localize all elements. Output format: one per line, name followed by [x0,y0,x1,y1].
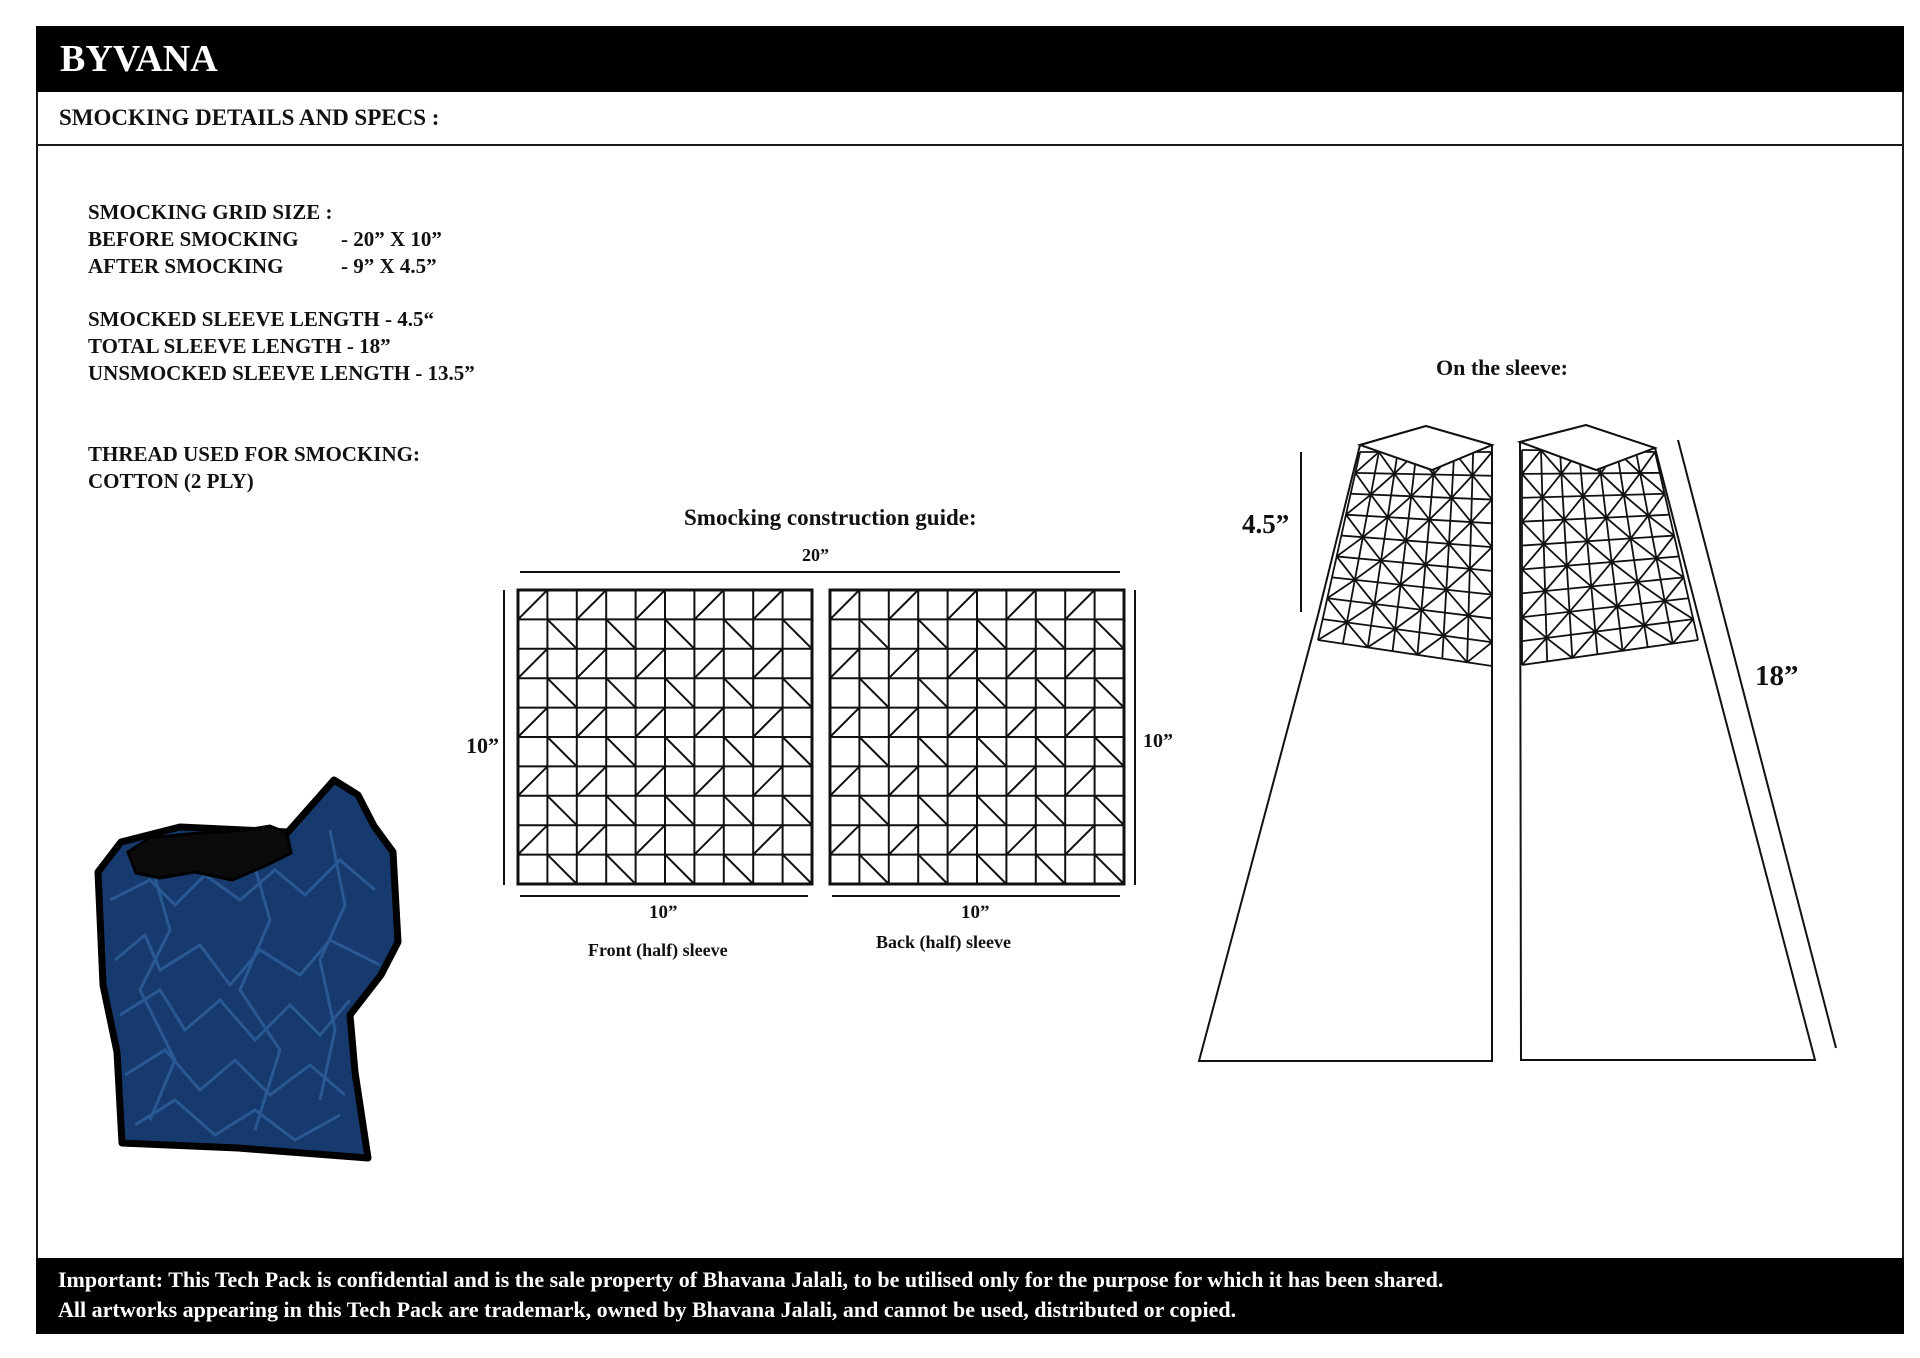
sleeve-title: On the sleeve: [1436,355,1568,380]
back-sleeve-label: Back (half) sleeve [876,932,1011,952]
guide-title: Smocking construction guide: [684,505,977,530]
after-smocking-label: AFTER SMOCKING [88,254,284,278]
guide-height-left: 10” [466,733,499,758]
guide-total-width: 20” [802,545,829,565]
confidentiality-footer [36,1258,1904,1334]
thread-value: COTTON (2 PLY) [88,469,254,493]
smocked-length-label: 4.5” [1242,509,1290,539]
before-smocking-label: BEFORE SMOCKING [88,227,299,251]
back-width-label: 10” [961,902,990,923]
footer-line-2: All artworks appearing in this Tech Pack are trademark, owned by Bhavana Jalali, and cannot be used, distributed or copied. [58,1297,1237,1322]
guide-height-right: 10” [1143,730,1173,752]
smocked-sleeve-length: SMOCKED SLEEVE LENGTH - 4.5“ [88,307,434,331]
unsmocked-sleeve-length: UNSMOCKED SLEEVE LENGTH - 13.5” [88,361,475,385]
before-smocking-value: - 20” X 10” [341,227,442,251]
brand-name: BYVANA [60,38,218,80]
total-sleeve-length: TOTAL SLEEVE LENGTH - 18” [88,334,391,358]
grid-size-heading: SMOCKING GRID SIZE : [88,200,333,224]
section-title: SMOCKING DETAILS AND SPECS : [59,105,440,130]
after-smocking-value: - 9” X 4.5” [341,254,437,278]
front-sleeve-label: Front (half) sleeve [588,940,728,960]
front-width-label: 10” [649,902,678,923]
thread-heading: THREAD USED FOR SMOCKING: [88,442,420,466]
total-length-label: 18” [1755,660,1799,692]
footer-line-1: Important: This Tech Pack is confidential and is the sale property of Bhavana Jalali, to be utilised only for the purpose for which it has been shared. [58,1267,1444,1292]
